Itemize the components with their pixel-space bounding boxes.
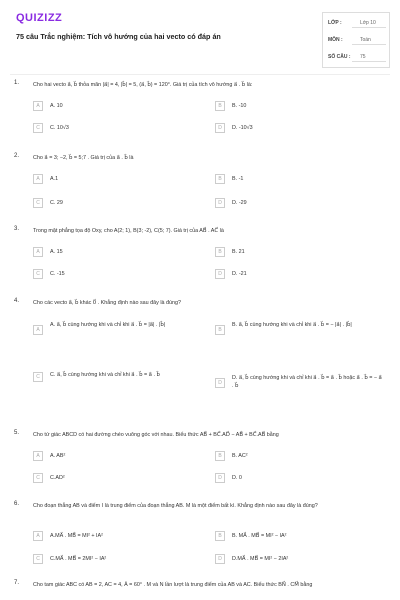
option-letter: C: [33, 473, 43, 483]
question-text: Trong mặt phẳng tọa độ Oxy, cho A(2; 1), B(3; -2), C(5; 7). Giá trị của AB⃗ . AC⃗ là: [33, 228, 224, 234]
option-text: C.MA⃗ . MB⃗ = 2MI² − IA²: [50, 556, 107, 562]
option-text: B. 21: [232, 249, 245, 255]
option-text: D. 0: [232, 475, 242, 481]
question-text: Cho hai vecto a⃗, b⃗ thỏa mãn |a⃗| = 4, |b⃗| = 5, (a⃗, b⃗) = 120°. Giá trị của tích vô hướng a⃗ . b⃗ là:: [33, 82, 253, 88]
option-d[interactable]: [215, 553, 385, 567]
option-text: C. -15: [50, 271, 65, 277]
option-a[interactable]: [33, 173, 203, 187]
option-c[interactable]: [33, 370, 208, 394]
option-text: B. AC²: [232, 453, 248, 459]
option-letter: B: [215, 451, 225, 461]
page-title: 75 câu Trắc nghiệm: Tích vô hướng của hai vecto có đáp án: [16, 32, 221, 41]
option-c[interactable]: [33, 472, 203, 486]
option-letter: C: [33, 123, 43, 133]
option-text: D. -21: [232, 271, 247, 277]
option-d[interactable]: [215, 122, 385, 136]
option-letter: A: [33, 325, 43, 335]
meta-subject-value: Toán: [352, 34, 386, 45]
meta-count-label: SỐ CÂU :: [328, 54, 351, 60]
option-a[interactable]: [33, 450, 203, 464]
option-text: B. -1: [232, 176, 244, 182]
meta-subject-label: MÔN :: [328, 37, 343, 43]
option-letter: A: [33, 101, 43, 111]
option-a[interactable]: [33, 320, 208, 344]
option-d[interactable]: [215, 373, 390, 397]
question-text: Cho các vecto a⃗, b⃗ khác 0⃗ . Khẳng định nào sau đây là đúng?: [33, 300, 182, 306]
question-number: 5.: [14, 430, 20, 436]
option-a[interactable]: [33, 530, 203, 544]
option-letter: A: [33, 451, 43, 461]
option-c[interactable]: [33, 197, 203, 211]
option-letter: A: [33, 531, 43, 541]
question-number: 7.: [14, 580, 20, 586]
option-c[interactable]: [33, 268, 203, 282]
option-letter: A: [33, 174, 43, 184]
meta-count-row: [328, 51, 388, 65]
option-letter: D: [215, 473, 225, 483]
option-text: A. 15: [50, 249, 63, 255]
option-letter: A: [33, 247, 43, 257]
question-number: 2.: [14, 153, 20, 159]
option-letter: C: [33, 198, 43, 208]
option-text: C.AD²: [50, 475, 65, 481]
question-text: Cho tam giác ABC có AB = 2, AC = 4, Â = 60° . M và N lần lượt là trung điểm của AB và AC. Biểu thức BN⃗ . CM⃗ bằng: [33, 582, 313, 588]
option-a[interactable]: [33, 100, 203, 114]
quizizz-logo[interactable]: QUIZIZZ: [16, 12, 63, 24]
meta-class-row: [328, 17, 388, 31]
question-text: Cho đoạn thẳng AB và điểm I là trung điểm của đoạn thẳng AB. M là một điểm bất kì. Khẳng định nào sau đây là đúng?: [33, 503, 318, 509]
option-b[interactable]: [215, 450, 385, 464]
option-text: A. 10: [50, 103, 63, 109]
option-c[interactable]: [33, 122, 203, 136]
option-b[interactable]: [215, 320, 390, 344]
option-text: B. a⃗, b⃗ cùng hướng khi và chỉ khi a⃗ . b⃗ = − |a⃗| . |b⃗|: [232, 322, 352, 328]
option-c[interactable]: [33, 553, 203, 567]
option-d[interactable]: [215, 268, 385, 282]
meta-subject-row: [328, 34, 388, 48]
option-letter: D: [215, 269, 225, 279]
question-text: Cho a⃗ = 3; −2, b⃗ = 5;7 . Giá trị của a⃗ . b⃗ là: [33, 155, 134, 161]
option-letter: C: [33, 554, 43, 564]
option-letter: B: [215, 174, 225, 184]
option-d[interactable]: [215, 472, 385, 486]
option-text: A.MA⃗ . MB⃗ = MI² + IA²: [50, 533, 103, 539]
option-letter: C: [33, 269, 43, 279]
option-letter: D: [215, 378, 225, 388]
header-divider: [10, 74, 390, 75]
meta-class-label: LỚP :: [328, 20, 342, 26]
option-letter: D: [215, 198, 225, 208]
option-text: A. AB²: [50, 453, 66, 459]
option-text: C. 10√3: [50, 125, 69, 131]
question-text: Cho tứ giác ABCD có hai đường chéo vuông góc với nhau. Biểu thức AB⃗ + BC⃗.AD⃗ − AB⃗ + BC⃗.AB⃗ bằng: [33, 432, 279, 438]
option-b[interactable]: [215, 100, 385, 114]
meta-class-value: Lớp 10: [352, 17, 386, 28]
meta-box: [322, 12, 390, 68]
option-letter: D: [215, 123, 225, 133]
option-letter: B: [215, 101, 225, 111]
option-d[interactable]: [215, 197, 385, 211]
option-text: D. a⃗, b⃗ cùng hướng khi và chỉ khi a⃗ . b⃗ = a⃗ . b⃗ hoặc a⃗ . b⃗ = − a⃗ . b⃗: [232, 375, 382, 389]
question-number: 6.: [14, 501, 20, 507]
option-text: A. a⃗, b⃗ cùng hướng khi và chỉ khi a⃗ . b⃗ = |a⃗| . |b⃗|: [50, 322, 166, 328]
option-letter: B: [215, 325, 225, 335]
option-text: A.1: [50, 176, 59, 182]
option-text: D. -29: [232, 200, 247, 206]
question-number: 1.: [14, 80, 20, 86]
option-text: C. a⃗, b⃗ cùng hướng khi và chỉ khi a⃗ . b⃗ = a⃗ . b⃗: [50, 372, 160, 378]
question-number: 4.: [14, 298, 20, 304]
option-b[interactable]: [215, 173, 385, 187]
document-header: [10, 8, 390, 70]
option-a[interactable]: [33, 246, 203, 260]
option-text: B. MA⃗ . MB⃗ = MI² − IA²: [232, 533, 287, 539]
option-text: C. 29: [50, 200, 63, 206]
option-letter: D: [215, 554, 225, 564]
option-letter: B: [215, 247, 225, 257]
option-text: B. -10: [232, 103, 247, 109]
question-number: 3.: [14, 226, 20, 232]
option-letter: B: [215, 531, 225, 541]
option-text: D. -10√3: [232, 125, 253, 131]
option-letter: C: [33, 372, 43, 382]
meta-count-value: 75: [352, 51, 386, 62]
option-text: D.MA⃗ . MB⃗ = MI² − 2IA²: [232, 556, 289, 562]
option-b[interactable]: [215, 246, 385, 260]
option-b[interactable]: [215, 530, 385, 544]
